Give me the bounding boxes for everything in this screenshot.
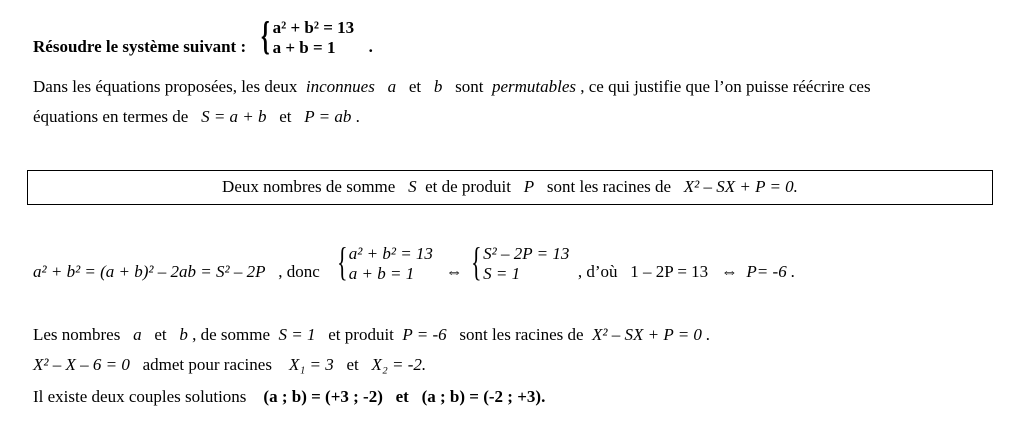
l6-text1: admet pour racines	[142, 355, 272, 374]
var-b: b	[433, 77, 443, 96]
l5-text4: sont les racines de	[459, 325, 584, 344]
word-dou: , d’où	[577, 261, 618, 281]
word-et-2: et	[279, 107, 292, 126]
l7-text1: Il existe deux couples solutions	[33, 387, 247, 406]
title-eq2: a + b = 1	[272, 38, 336, 57]
identity: a² + b² = (a + b)² – 2ab = S² – 2P	[33, 261, 266, 281]
box-equation: X² – SX + P = 0.	[683, 177, 798, 196]
solution-couple-2: (a ; b) = (-2 ; +3).	[421, 387, 546, 406]
derivation-line	[33, 239, 796, 293]
box-text2: et de produit	[425, 177, 511, 196]
sys2-eq2: S = 1	[483, 264, 521, 283]
var-a: a	[387, 77, 397, 96]
exercise-title	[33, 13, 373, 68]
brace-icon: {	[336, 239, 348, 284]
system-2	[471, 239, 570, 284]
theorem-box	[27, 170, 993, 205]
box-P: P	[523, 177, 535, 196]
solution-couple-1: (a ; b) = (+3 ; -2)	[263, 387, 383, 406]
sys2-eq1: S² – 2P = 13	[483, 244, 570, 263]
para1-line2-prefix: équations en termes de	[33, 107, 189, 126]
box-S: S	[408, 177, 417, 196]
para1-text2: , ce qui justifie que l’on puisse réécrire ces	[580, 77, 871, 96]
l5-S: S = 1	[278, 325, 316, 344]
l5-text2: , de somme	[192, 325, 271, 344]
title-eq1: a² + b² = 13	[272, 18, 355, 37]
def-S: S = a + b	[201, 107, 267, 126]
title-prefix: Résoudre le système suivant :	[33, 36, 247, 56]
equivalence-icon-2: ⇔	[720, 261, 738, 281]
system-1	[336, 239, 433, 284]
word-et: et	[408, 77, 422, 96]
box-text3: sont les racines de	[546, 177, 672, 196]
conclusion-line1	[33, 325, 710, 345]
l6-et: et	[346, 355, 359, 374]
l5-var-b: b	[179, 325, 188, 344]
brace-icon: {	[260, 13, 270, 58]
para1-text1: Dans les équations proposées, les deux	[33, 77, 298, 96]
sys1-eq1: a² + b² = 13	[348, 244, 433, 263]
equivalence-icon: ⇔	[445, 261, 463, 281]
para1-line1	[33, 77, 871, 97]
word-permutables: permutables	[491, 77, 576, 96]
result-P: P= -6 .	[746, 261, 796, 281]
l6-equation: X² – X – 6 = 0	[33, 355, 130, 374]
equation-P: 1 – 2P = 13	[630, 261, 709, 281]
conclusion-line3	[33, 387, 545, 407]
word-sont: sont	[455, 77, 484, 96]
sys1-eq2: a + b = 1	[348, 264, 415, 283]
root-x1: X₁ = 3	[288, 355, 334, 374]
l7-et: et	[395, 387, 409, 406]
para1-line2	[33, 107, 360, 127]
l5-equation: X² – SX + P = 0 .	[592, 325, 711, 344]
l5-text3: et produit	[328, 325, 394, 344]
def-P: P = ab	[304, 107, 352, 126]
l5-P: P = -6	[402, 325, 447, 344]
l5-text1: Les nombres	[33, 325, 121, 344]
box-text1: Deux nombres de somme	[222, 177, 396, 196]
root-x2: X₂ = -2.	[371, 355, 427, 374]
title-system	[260, 13, 355, 58]
conclusion-line2	[33, 355, 426, 375]
para1-end: .	[355, 107, 360, 126]
word-donc: , donc	[278, 261, 320, 281]
word-inconnues: inconnues	[305, 77, 375, 96]
brace-icon: {	[471, 239, 482, 284]
l5-et: et	[154, 325, 167, 344]
title-dot: .	[368, 36, 373, 56]
l5-var-a: a	[133, 325, 142, 344]
